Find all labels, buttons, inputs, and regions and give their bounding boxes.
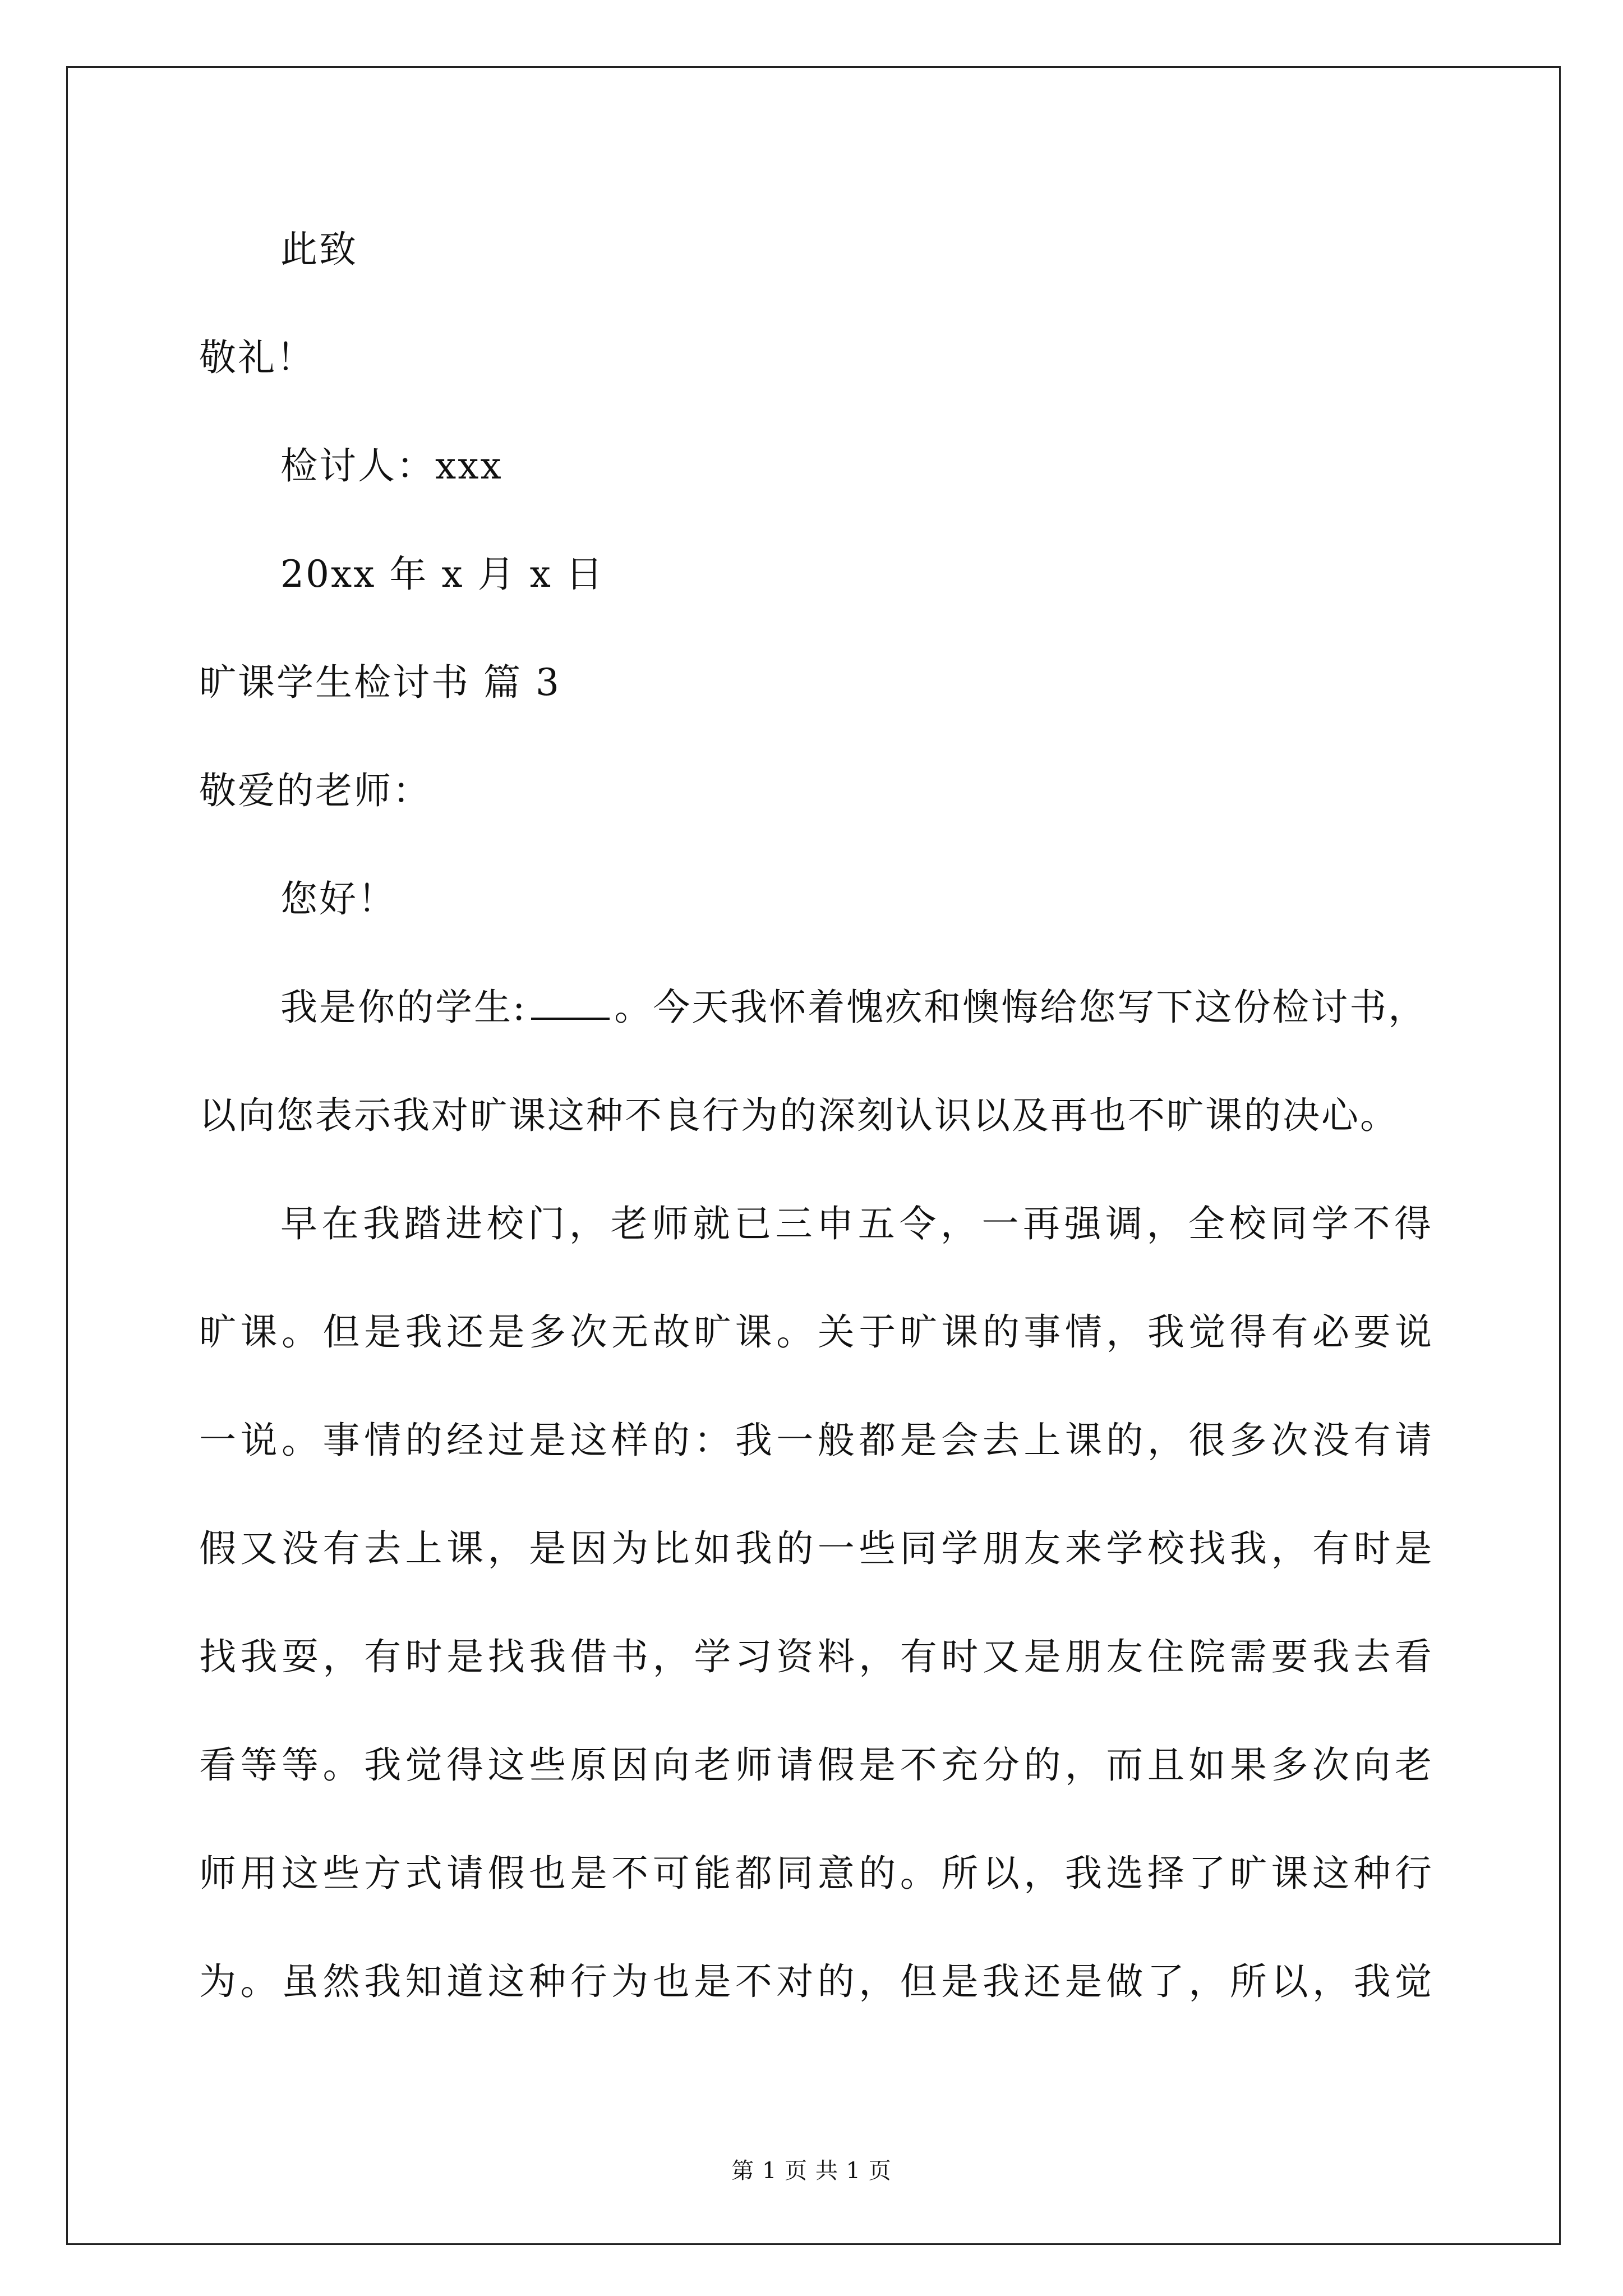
- paragraph-1-line-2: 以向您表示我对旷课这种不良行为的深刻认识以及再也不旷课的决心。: [199, 1094, 1399, 1137]
- paragraph-2-line-4: 假又没有去上课，是因为比如我的一些同学朋友来学校找我，有时是: [199, 1527, 1433, 1570]
- paragraph-2-line-2: 旷课。但是我还是多次无故旷课。关于旷课的事情，我觉得有必要说: [199, 1310, 1433, 1354]
- paragraph-2-line-1: 早在我踏进校门，老师就已三申五令，一再强调，全校同学不得: [280, 1202, 1433, 1245]
- paragraph-2-line-8: 为。虽然我知道这种行为也是不对的，但是我还是做了，所以，我觉: [199, 1960, 1433, 2003]
- closing-salutation: 此致: [280, 228, 358, 271]
- closing-date: 20xx 年 x 月 x 日: [280, 553, 605, 596]
- greeting: 您好！: [280, 877, 396, 921]
- page-border: [66, 66, 1561, 2245]
- paragraph-1-rest: 。今天我怀着愧疚和懊悔给您写下这份检讨书，: [614, 986, 1427, 1029]
- paragraph-2-line-5: 找我耍，有时是找我借书，学习资料，有时又是朋友住院需要我去看: [199, 1635, 1433, 1678]
- paragraph-2-line-7: 师用这些方式请假也是不可能都同意的。所以，我选择了旷课这种行: [199, 1852, 1433, 1895]
- name-blank: [531, 988, 610, 1020]
- student-label: 我是你的学生:: [280, 986, 527, 1029]
- recipient: 敬爱的老师：: [199, 769, 431, 812]
- section-title: 旷课学生检讨书 篇 3: [199, 661, 561, 704]
- paragraph-2-line-6: 看等等。我觉得这些原因向老师请假是不充分的，而且如果多次向老: [199, 1743, 1433, 1787]
- paragraph-1-line-1: [280, 985, 1427, 1030]
- closing-respect: 敬礼！: [199, 336, 315, 379]
- closing-author: 检讨人：xxx: [280, 444, 503, 487]
- page-footer: 第 1 页 共 1 页: [731, 2158, 892, 2184]
- paragraph-2-line-3: 一说。事情的经过是这样的：我一般都是会去上课的，很多次没有请: [199, 1419, 1433, 1462]
